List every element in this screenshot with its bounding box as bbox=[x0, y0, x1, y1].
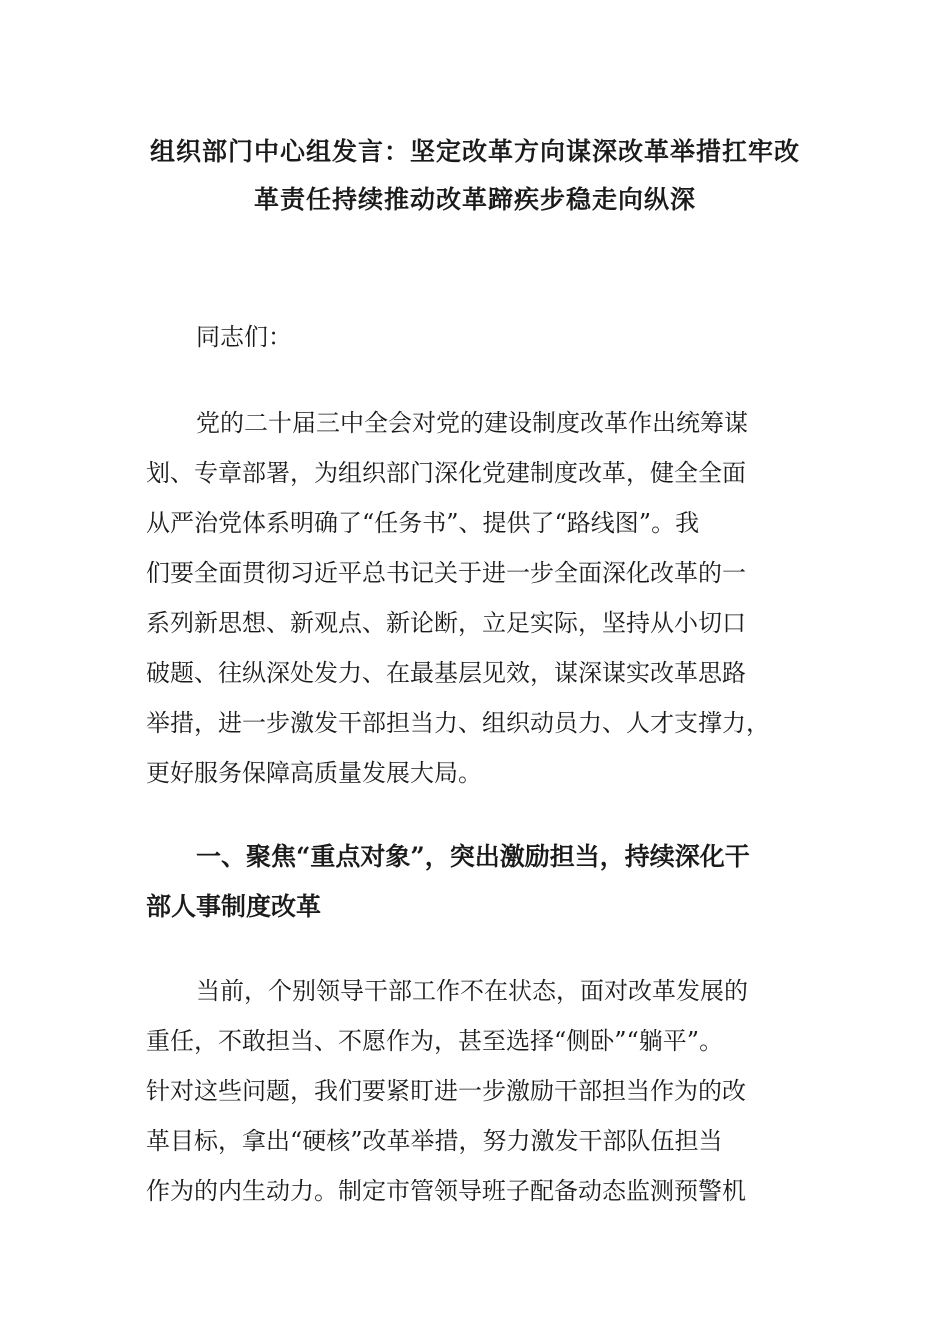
salutation-text: 同志们： bbox=[196, 323, 292, 351]
document-title bbox=[140, 128, 810, 224]
paragraph-section-1 bbox=[146, 966, 806, 1216]
paragraph-line: 党的二十届三中全会对党的建设制度改革作出统筹谋 bbox=[196, 409, 748, 437]
paragraph-line: 更好服务保障高质量发展大局。 bbox=[146, 759, 482, 787]
paragraph-line: 革目标，拿出“硬核”改革举措，努力激发干部队伍担当 bbox=[146, 1127, 723, 1155]
paragraph-line: 举措，进一步激发干部担当力、组织动员力、人才支撑力， bbox=[146, 709, 770, 737]
paragraph-intro bbox=[146, 398, 806, 798]
paragraph-line: 作为的内生动力。制定市管领导班子配备动态监测预警机 bbox=[146, 1177, 746, 1205]
paragraph-line: 们要全面贯彻习近平总书记关于进一步全面深化改革的一 bbox=[146, 559, 746, 587]
paragraph-line: 重任，不敢担当、不愿作为，甚至选择“侧卧”“躺平”。 bbox=[146, 1027, 724, 1055]
heading-line: 部人事制度改革 bbox=[146, 892, 322, 921]
paragraph-line: 划、专章部署，为组织部门深化党建制度改革，健全全面 bbox=[146, 459, 746, 487]
title-line: 革责任持续推动改革蹄疾步稳走向纵深 bbox=[253, 185, 696, 214]
section-heading-1 bbox=[146, 832, 806, 932]
paragraph-line: 系列新思想、新观点、新论断，立足实际，坚持从小切口 bbox=[146, 609, 746, 637]
paragraph-line: 从严治党体系明确了“任务书”、提供了“路线图”。我 bbox=[146, 509, 700, 537]
paragraph-line: 当前，个别领导干部工作不在状态，面对改革发展的 bbox=[196, 977, 748, 1005]
heading-line: 一、聚焦“重点对象”，突出激励担当，持续深化干 bbox=[196, 842, 750, 871]
title-line: 组织部门中心组发言：坚定改革方向谋深改革举措扛牢改 bbox=[149, 137, 800, 166]
salutation bbox=[196, 312, 856, 362]
paragraph-line: 针对这些问题，我们要紧盯进一步激励干部担当作为的改 bbox=[146, 1077, 746, 1105]
paragraph-line: 破题、往纵深处发力、在最基层见效，谋深谋实改革思路 bbox=[146, 659, 746, 687]
